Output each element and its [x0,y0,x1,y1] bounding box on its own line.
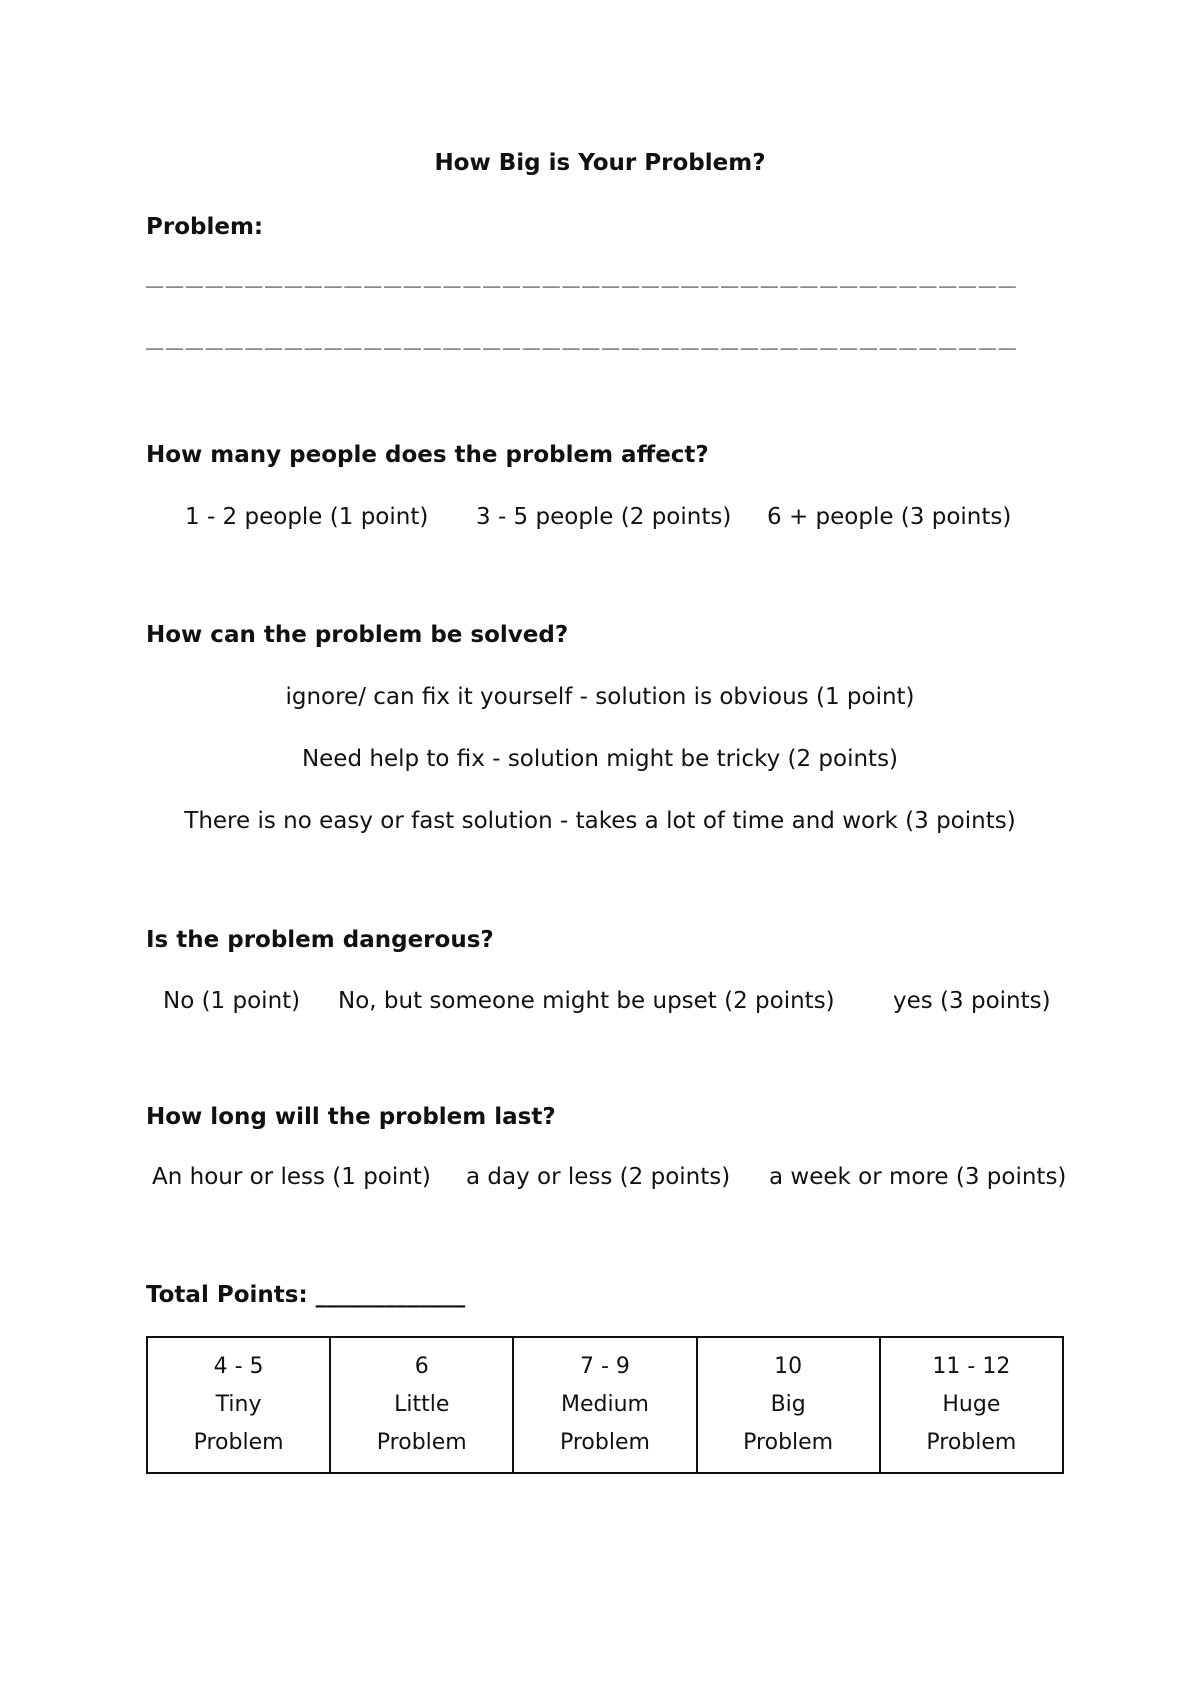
page-title: How Big is Your Problem? [434,150,766,176]
scale-cell-little [330,1337,513,1473]
people-question: How many people does the problem affect? [146,442,709,468]
dangerous-option-1: No (1 point) [163,988,301,1014]
duration-option-3: a week or more (3 points) [769,1164,1067,1190]
solved-option-1: ignore/ can fix it yourself - solution is obvious (1 point) [285,684,915,710]
solved-question: How can the problem be solved? [146,622,569,648]
scale-range: 4 - 5 [213,1354,264,1379]
problem-blank-line-2[interactable]: ____________________________________________ [146,324,1019,350]
people-option-3: 6 + people (3 points) [767,504,1012,530]
scale-range: 6 [414,1354,429,1379]
scale-range: 7 - 9 [580,1354,630,1379]
total-points [146,1282,465,1308]
scale-cell-tiny [147,1337,330,1473]
scale-row [147,1337,1063,1473]
problem-size-scale-table [146,1336,1064,1474]
dangerous-question: Is the problem dangerous? [146,927,494,953]
scale-size: Medium [560,1392,649,1417]
solved-option-3: There is no easy or fast solution - takes a lot of time and work (3 points) [184,808,1016,834]
scale-range: 10 [774,1354,803,1379]
total-points-label: Total Points: [146,1282,308,1308]
scale-size: Little [394,1392,450,1417]
scale-word: Problem [193,1430,284,1455]
problem-label: Problem: [146,214,264,240]
scale-range: 11 - 12 [932,1354,1011,1379]
duration-option-2: a day or less (2 points) [466,1164,731,1190]
solved-option-2: Need help to fix - solution might be tricky (2 points) [301,746,899,772]
dangerous-option-2: No, but someone might be upset (2 points) [338,988,835,1014]
scale-size: Huge [942,1392,1001,1417]
duration-question: How long will the problem last? [146,1104,556,1130]
scale-cell-big [697,1337,880,1473]
duration-option-1: An hour or less (1 point) [152,1164,431,1190]
scale-word: Problem [376,1430,467,1455]
dangerous-option-3: yes (3 points) [893,988,1051,1014]
problem-blank-line-1[interactable]: ____________________________________________ [146,262,1019,288]
total-points-blank[interactable]: _____________ [315,1282,466,1308]
scale-word: Problem [926,1430,1017,1455]
scale-size: Tiny [215,1392,262,1417]
people-option-2: 3 - 5 people (2 points) [476,504,732,530]
scale-cell-medium [513,1337,696,1473]
scale-size: Big [770,1392,806,1417]
scale-cell-huge [880,1337,1063,1473]
scale-word: Problem [743,1430,834,1455]
people-option-1: 1 - 2 people (1 point) [185,504,429,530]
scale-word: Problem [559,1430,650,1455]
